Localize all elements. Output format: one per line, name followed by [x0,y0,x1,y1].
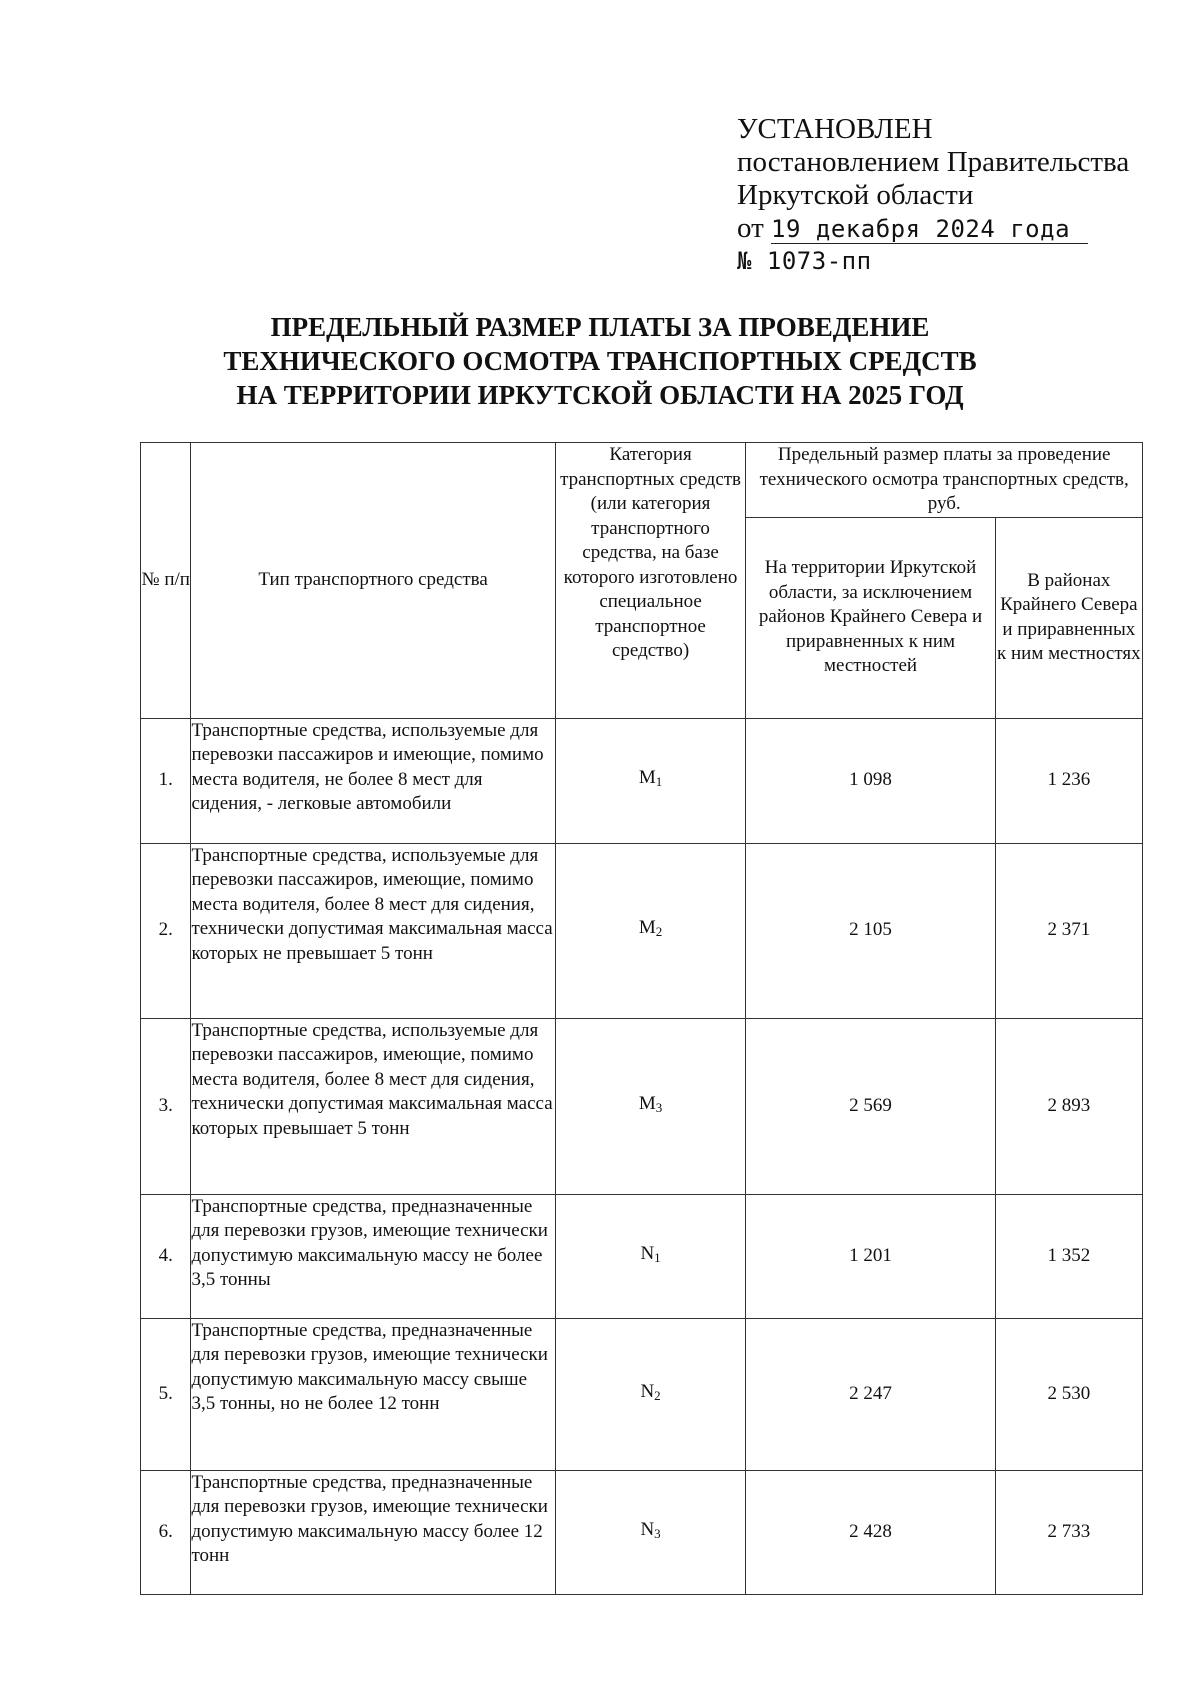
table-row [141,1318,1143,1470]
row-num: 3. [141,1018,191,1194]
row-vehicle-type: Транспортные средства, используемые для перевозки пассажиров, имеющие, помимо места водителя, более 8 мест для сидения, технически допустимая максимальная масса которых не превышает 5 тонн [191,843,555,1018]
category-index: 2 [655,924,663,940]
row-price-general: 2 247 [746,1318,995,1470]
table-body [141,718,1143,1594]
table-row [141,843,1143,1018]
row-category [555,843,746,1018]
category-letter: M [638,767,656,789]
header-category: Категория транспортных средств (или категория транспортного средства, на базе которого изготовлено специальное транспортное средство) [555,443,746,719]
row-category [555,1318,746,1470]
table-row [141,1194,1143,1318]
row-num: 6. [141,1470,191,1594]
title-line-2: ТЕХНИЧЕСКОГО ОСМОТРА ТРАНСПОРТНЫХ СРЕДСТВ [223,346,977,376]
approval-date-underline [771,214,1088,244]
row-vehicle-type: Транспортные средства, предназначенные для перевозки грузов, имеющие технически допустимую максимальную массу не более 3,5 тонны [191,1194,555,1318]
row-category [555,1470,746,1594]
title-line-1: ПРЕДЕЛЬНЫЙ РАЗМЕР ПЛАТЫ ЗА ПРОВЕДЕНИЕ [270,312,930,342]
row-num: 4. [141,1194,191,1318]
row-price-north: 1 236 [995,718,1142,843]
category-index: 3 [655,1099,663,1115]
approval-status: УСТАНОВЛЕН [737,113,933,145]
approval-date-prefix: от [737,212,764,244]
document-title [0,310,1200,412]
approval-region-line: Иркутской области [737,179,974,211]
header-vehicle-type: Тип транспортного средства [191,443,555,719]
row-vehicle-type: Транспортные средства, используемые для перевозки пассажиров и имеющие, помимо места водителя, не более 8 мест для сидения, - легковые автомобили [191,718,555,843]
row-price-north: 2 530 [995,1318,1142,1470]
category-letter: N [640,1380,655,1402]
row-num: 1. [141,718,191,843]
row-category [555,1018,746,1194]
category-letter: N [640,1242,655,1264]
header-price-group: Предельный размер платы за проведение технического осмотра транспортных средств, руб. [746,443,1143,518]
approval-issuer-line: постановлением Правительства [737,146,1130,178]
header-num: № п/п [141,443,191,719]
category-index: 2 [654,1387,661,1403]
row-num: 5. [141,1318,191,1470]
row-price-general: 1 201 [746,1194,995,1318]
row-vehicle-type: Транспортные средства, используемые для перевозки пассажиров, имеющие, помимо места водителя, более 8 мест для сидения, технически допустимая максимальная масса которых превышает 5 тонн [191,1018,555,1194]
approval-stamp-block [737,113,1157,278]
row-price-north: 2 893 [995,1018,1142,1194]
row-vehicle-type: Транспортные средства, предназначенные для перевозки грузов, имеющие технически допустимую максимальную массу свыше 3,5 тонны, но не более 12 тонн [191,1318,555,1470]
category-index: 1 [654,1249,661,1265]
row-price-general: 2 428 [746,1470,995,1594]
row-price-general: 1 098 [746,718,995,843]
row-category [555,718,746,843]
row-price-north: 2 733 [995,1470,1142,1594]
header-price-north: В районах Крайнего Севера и приравненных к ним местностях [995,517,1142,718]
table-row [141,1470,1143,1594]
header-price-general: На территории Иркутской области, за исключением районов Крайнего Севера и приравненных к ним местностей [746,517,995,718]
row-category [555,1194,746,1318]
category-index: 3 [654,1525,661,1541]
row-price-north: 1 352 [995,1194,1142,1318]
table-header [141,443,1143,719]
table-row [141,1018,1143,1194]
category-letter: M [638,917,656,939]
row-price-north: 2 371 [995,843,1142,1018]
header-row-1 [141,443,1143,518]
approval-date-row [737,212,1157,245]
table-row [141,718,1143,843]
category-letter: N [640,1518,655,1540]
row-price-general: 2 105 [746,843,995,1018]
row-price-general: 2 569 [746,1018,995,1194]
approval-number: № 1073-пп [737,247,872,275]
approval-date: 19 декабря 2024 года [771,215,1071,243]
row-num: 2. [141,843,191,1018]
category-index: 1 [655,774,663,790]
row-vehicle-type: Транспортные средства, предназначенные для перевозки грузов, имеющие технически допустимую максимальную массу более 12 тонн [191,1470,555,1594]
inspection-fee-table [140,442,1143,1595]
category-letter: M [638,1092,656,1114]
title-line-3: НА ТЕРРИТОРИИ ИРКУТСКОЙ ОБЛАСТИ НА 2025 ГОД [236,380,964,410]
